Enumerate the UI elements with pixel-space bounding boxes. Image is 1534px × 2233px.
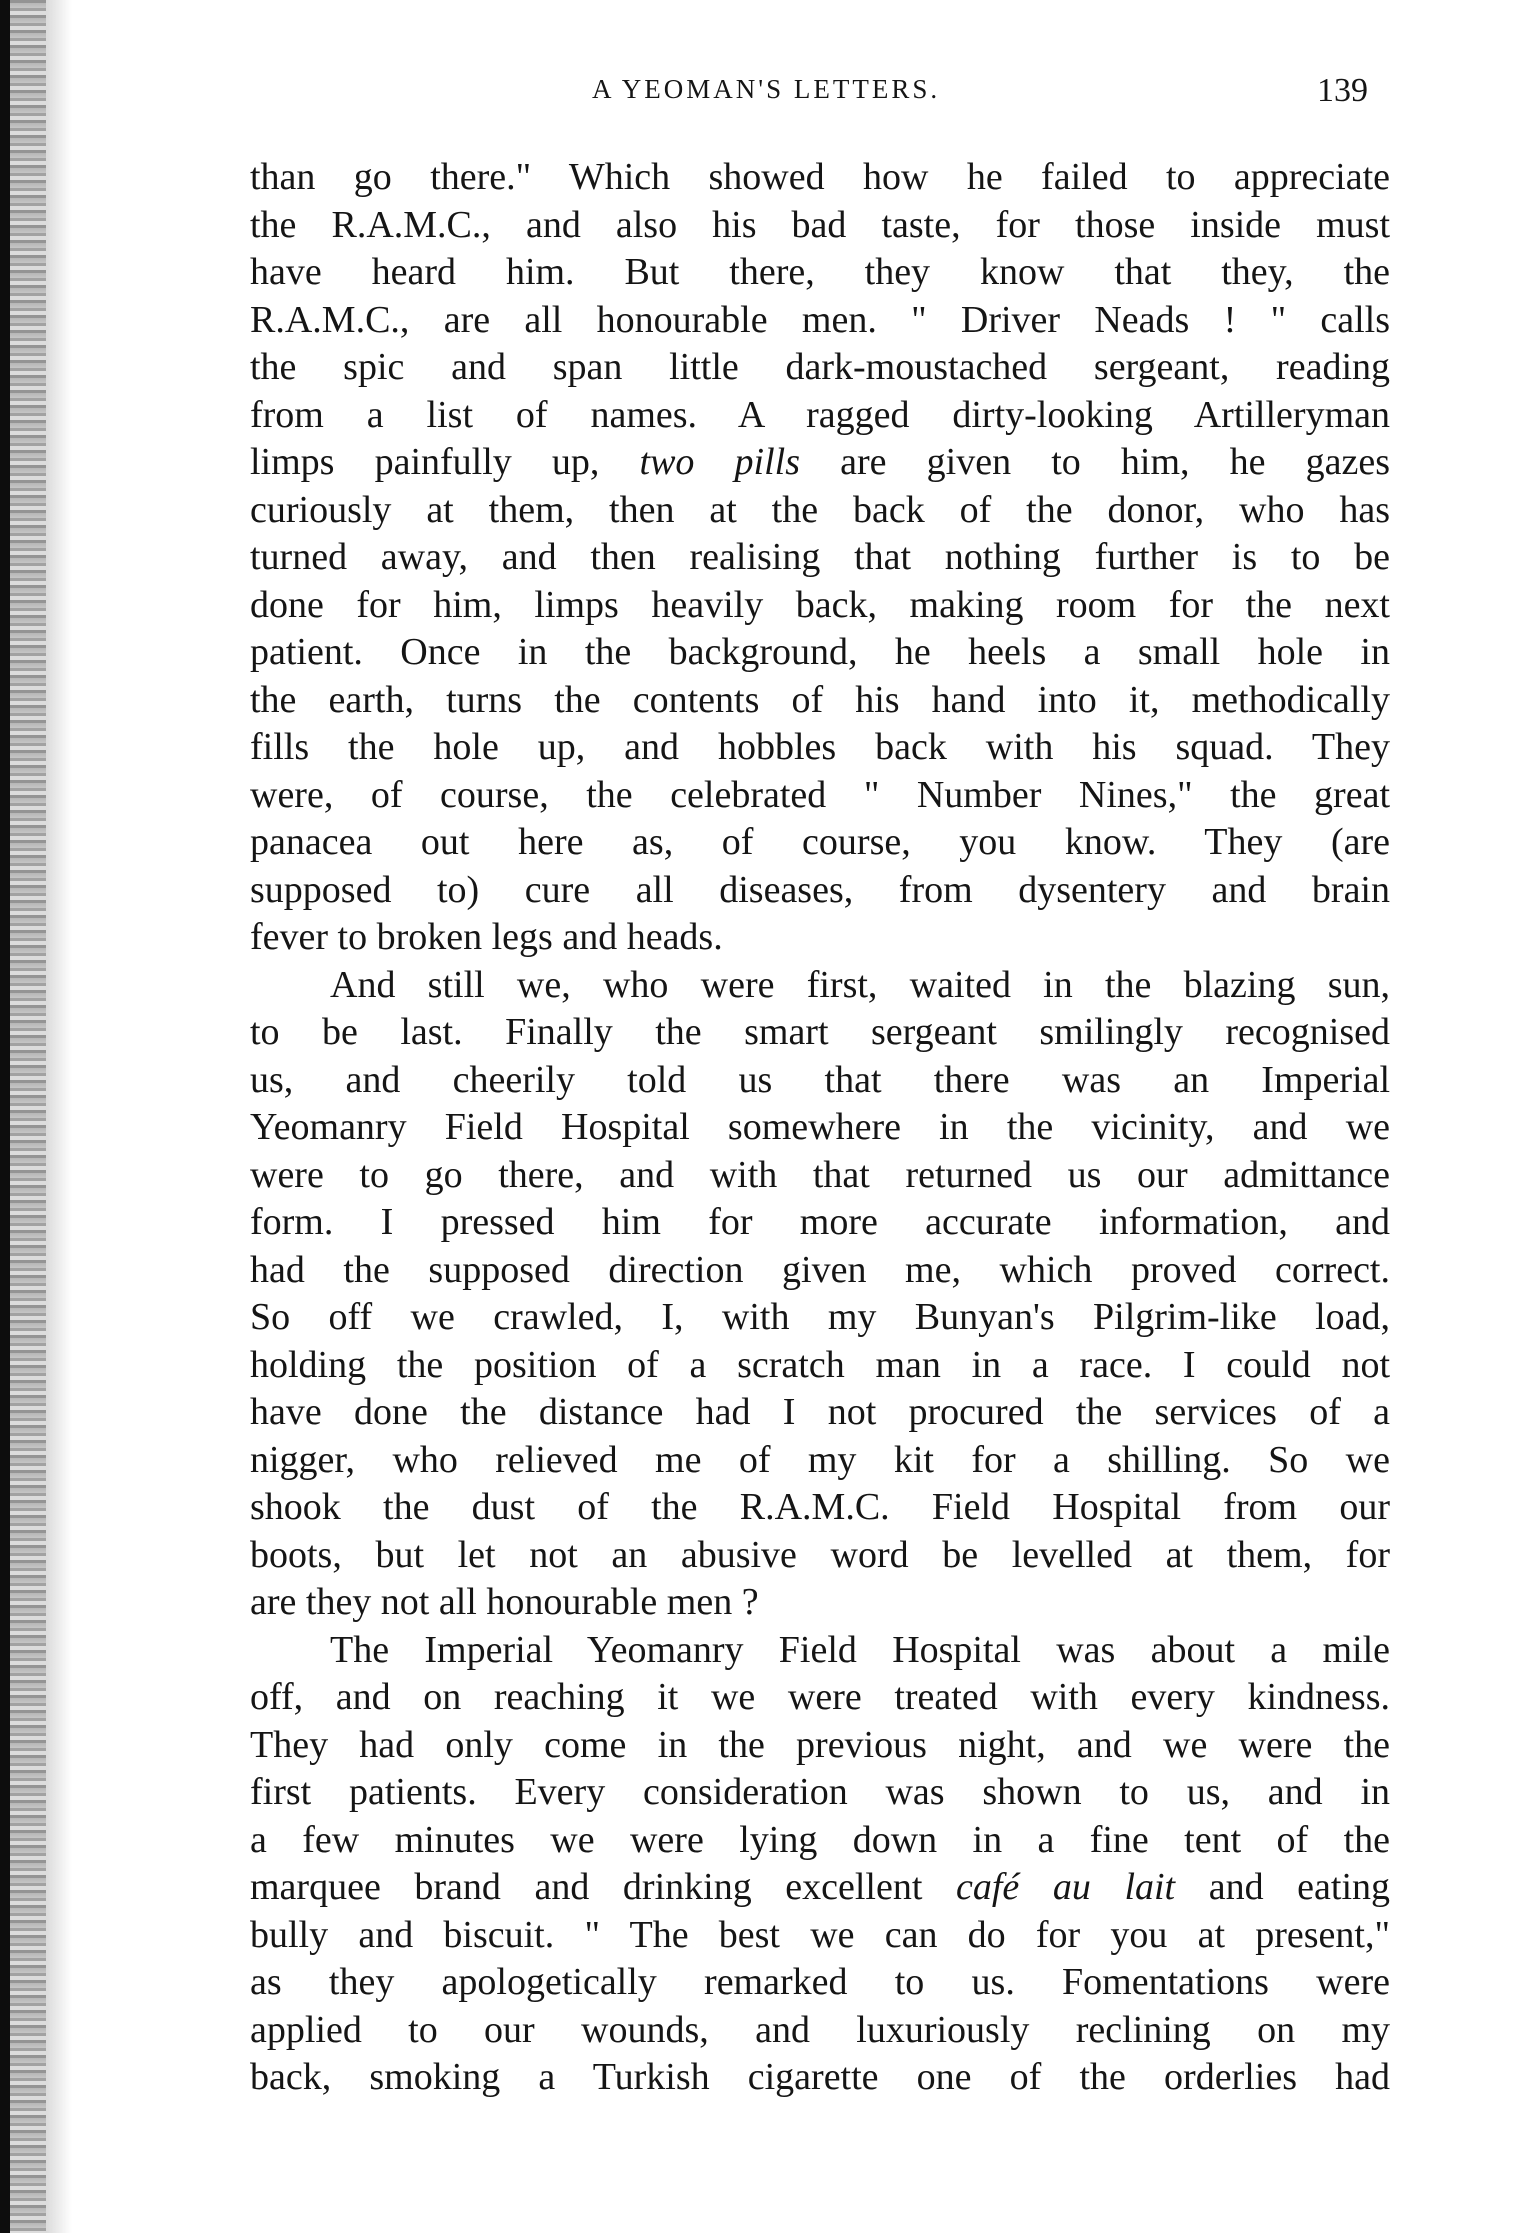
text-line: the spic and span little dark-moustached sergeant, reading [250,346,1390,388]
text-line: the earth, turns the contents of his hand into it, methodically [250,678,1390,721]
paragraph-start-line: The Imperial Yeomanry Field Hospital was about a mile [330,1628,1390,1671]
text-line: have done the distance had I not procured the services of a [250,1391,1390,1433]
text-line: Yeomanry Field Hospital somewhere in the vicinity, and we [250,1106,1390,1148]
text-line: form. I pressed him for more accurate information, and [250,1201,1390,1243]
text-line: as they apologetically remarked to us. Fomentations were [250,1961,1390,2003]
text-line: boots, but let not an abusive word be levelled at them, for [250,1533,1390,1576]
text-line: R.A.M.C., are all honourable men. " Driver Neads ! " calls [250,298,1390,341]
text-line: bully and biscuit. " The best we can do for you at present," [250,1913,1390,1956]
text-line: first patients. Every consideration was shown to us, and in [250,1771,1390,1813]
paragraph-start-line: And still we, who were first, waited in the blazing sun, [330,963,1390,1006]
text-line: fever to broken legs and heads. [250,916,723,958]
text-line: turned away, and then realising that nothing further is to be [250,536,1390,578]
text-line: from a list of names. A ragged dirty-looking Artilleryman [250,393,1390,436]
text-line: limps painfully up, two pills are given to him, he gazes [250,441,1390,483]
binding-edge [0,0,10,2233]
running-title: A YEOMAN'S LETTERS. [592,74,941,104]
text-line: than go there." Which showed how he failed to appreciate [250,156,1390,198]
text-line: shook the dust of the R.A.M.C. Field Hospital from our [250,1486,1390,1528]
text-line: were to go there, and with that returned us our admittance [250,1153,1390,1196]
text-line: are they not all honourable men ? [250,1581,759,1623]
text-line: applied to our wounds, and luxuriously reclining on my [250,2008,1390,2051]
text-line: were, of course, the celebrated " Number Nines," the great [250,773,1390,816]
text-line: They had only come in the previous night, and we were the [250,1723,1390,1766]
text-line: supposed to) cure all diseases, from dysentery and brain [250,868,1390,911]
binding-shadow [10,0,46,2233]
text-line: fills the hole up, and hobbles back with his squad. They [250,726,1390,768]
text-line: to be last. Finally the smart sergeant smilingly recognised [250,1011,1390,1053]
text-line: us, and cheerily told us that there was an Imperial [250,1058,1390,1101]
text-line: have heard him. But there, they know that they, the [250,251,1390,293]
text-line: curiously at them, then at the back of the donor, who has [250,488,1390,531]
italic-phrase: two pills [639,441,801,483]
italic-phrase: café au lait [956,1866,1176,1908]
text-line: panacea out here as, of course, you know. They (are [250,821,1390,863]
text-line: off, and on reaching it we were treated with every kindness. [250,1676,1390,1718]
text-line: So off we crawled, I, with my Bunyan's Pilgrim-like load, [250,1296,1390,1338]
text-line: nigger, who relieved me of my kit for a shilling. So we [250,1438,1390,1481]
text-line: done for him, limps heavily back, making room for the next [250,583,1390,626]
text-line: a few minutes we were lying down in a fine tent of the [250,1818,1390,1861]
page-header [250,72,1390,124]
body-text [250,154,1390,2102]
text-line: holding the position of a scratch man in a race. I could not [250,1343,1390,1386]
gutter-shading [46,0,72,2233]
text-line: back, smoking a Turkish cigarette one of the orderlies had [250,2056,1390,2098]
text-line: patient. Once in the background, he heels a small hole in [250,631,1390,673]
text-line: had the supposed direction given me, which proved correct. [250,1248,1390,1291]
text-line: the R.A.M.C., and also his bad taste, for those inside must [250,203,1390,246]
page-number: 139 [1317,72,1368,109]
text-line: marquee brand and drinking excellent café au lait and eating [250,1866,1390,1908]
